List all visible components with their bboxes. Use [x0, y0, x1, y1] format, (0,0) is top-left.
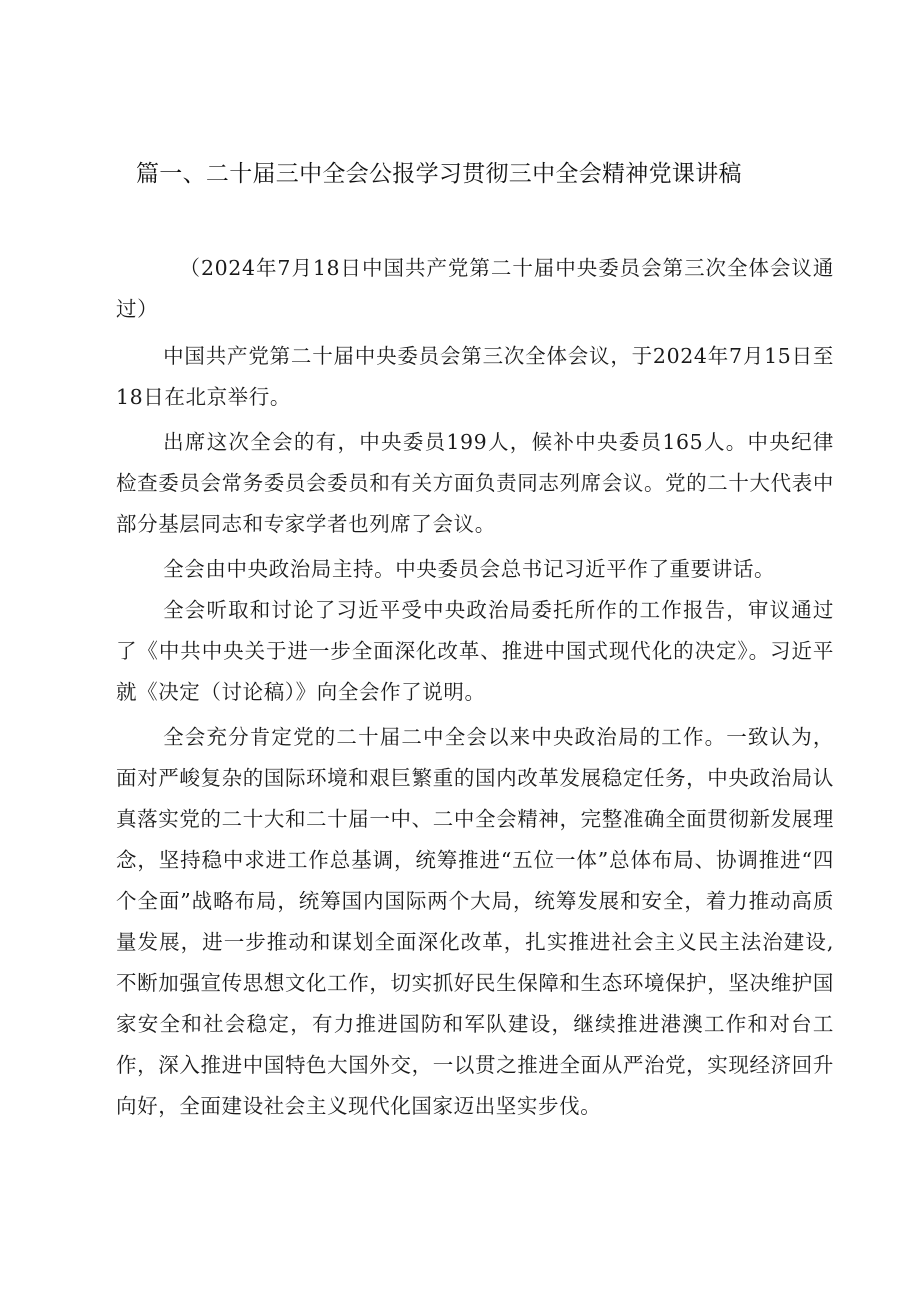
document-title: 篇一、二十届三中全会公报学习贯彻三中全会精神党课讲稿 — [136, 161, 742, 187]
paragraph-meeting-dates: 中国共产党第二十届中央委员会第三次全体会议，于2024年7月15日至18日在北京举行。 — [116, 344, 834, 409]
paragraph-host: 全会由中央政治局主持。中央委员会总书记习近平作了重要讲话。 — [163, 557, 776, 581]
document-body — [116, 248, 834, 1127]
paragraph-affirmation: 全会充分肯定党的二十届二中全会以来中央政治局的工作。一致认为，面对严峻复杂的国际环境和艰巨繁重的国内改革发展稳定任务，中央政治局认真落实党的二十大和二十届一中、二中全会精神，完整准确全面贯彻新发展理念，坚持稳中求进工作总基调，统筹推进“五位一体”总体布局、协调推进“四个全面”战略布局，统筹国内国际两个大局，统筹发展和安全，着力推动高质量发展，进一步推动和谋划全面深化改革，扎实推进社会主义民主法治建设,不断加强宣传思想文化工作，切实抓好民生保障和生态环境保护，坚决维护国家安全和社会稳定，有力推进国防和军队建设，继续推进港澳工作和对台工作，深入推进中国特色大国外交，一以贯之推进全面从严治党，实现经济回升向好，全面建设社会主义现代化国家迈出坚实步伐。 — [116, 725, 834, 1118]
adoption-note: （2024年7月18日中国共产党第二十届中央委员会第三次全体会议通过） — [116, 256, 834, 321]
paragraph-report: 全会听取和讨论了习近平受中央政治局委托所作的工作报告，审议通过了《中共中央关于进一步全面深化改革、推进中国式现代化的决定》。习近平就《决定（讨论稿）》向全会作了说明。 — [116, 598, 834, 704]
paragraph-attendance: 出席这次全会的有，中央委员199人，候补中央委员165人。中央纪律检查委员会常务委员会委员和有关方面负责同志列席会议。党的二十大代表中部分基层同志和专家学者也列席了会议。 — [116, 430, 834, 536]
